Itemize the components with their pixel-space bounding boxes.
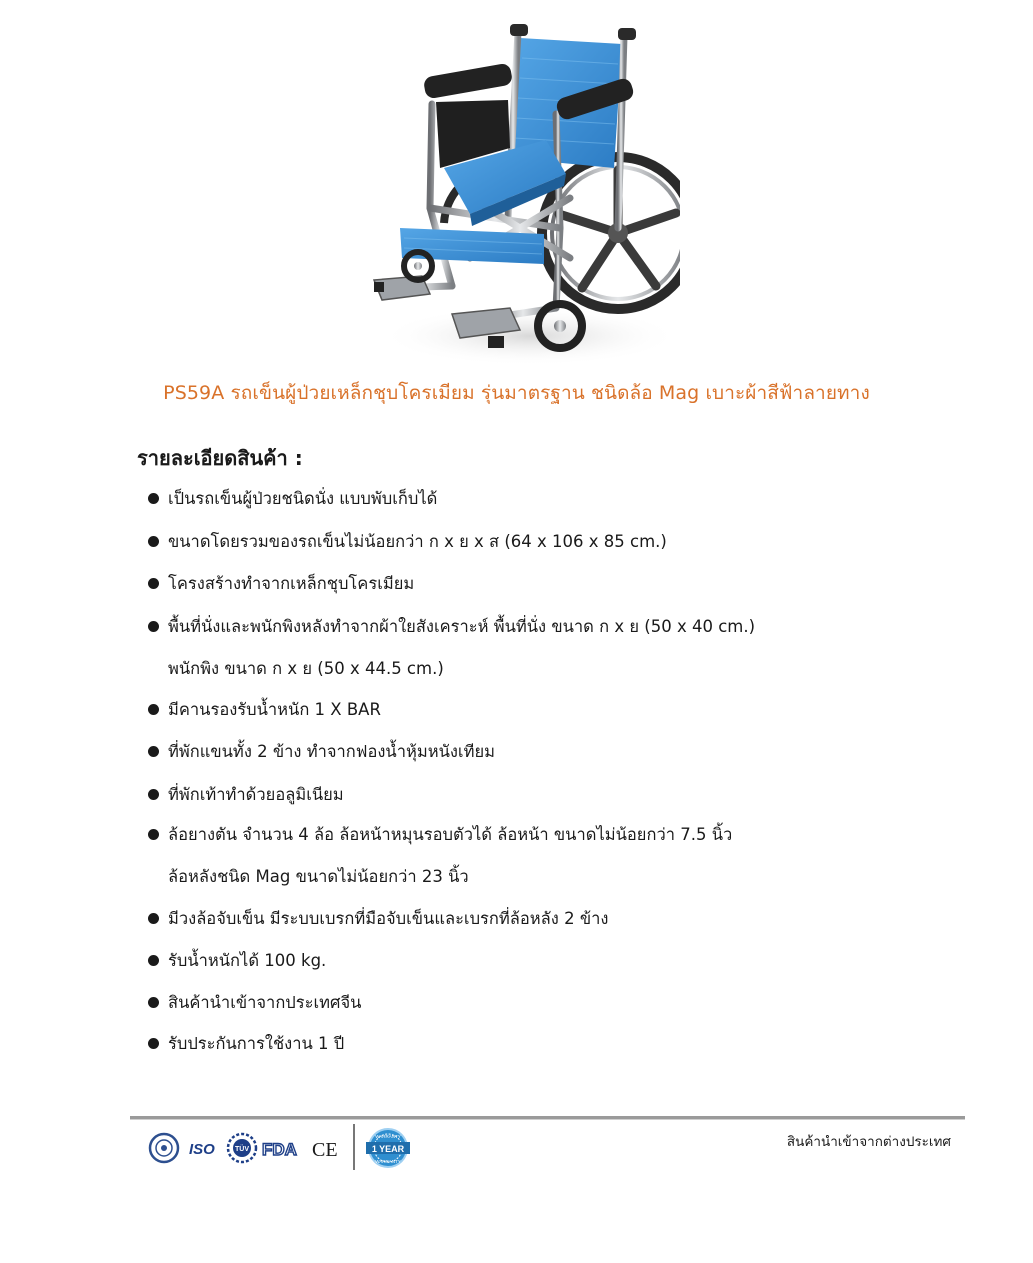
bullet-icon xyxy=(148,621,159,632)
footer-vertical-divider xyxy=(353,1124,355,1170)
tuv-text: TÜV xyxy=(235,1146,249,1153)
details-heading: รายละเอียดสินค้า : xyxy=(137,446,303,470)
spec-continuation: พนักพิง ขนาด ก x ย (50 x 44.5 cm.) xyxy=(168,659,444,678)
spec-text: ล้อยางตัน จำนวน 4 ล้อ ล้อหน้าหมุนรอบตัวได้ ล้อหน้า ขนาดไม่น้อยกว่า 7.5 นิ้ว xyxy=(168,825,733,844)
bullet-icon xyxy=(148,829,159,840)
warranty-bottom: WARRANTY xyxy=(375,1159,401,1164)
bullet-icon xyxy=(148,746,159,757)
bullet-icon xyxy=(148,955,159,966)
certification-logos xyxy=(148,1127,438,1169)
spec-text: ขนาดโดยรวมของรถเข็นไม่น้อยกว่า ก x ย x ส (64 x 106 x 85 cm.) xyxy=(168,532,667,551)
spec-text: รับประกันการใช้งาน 1 ปี xyxy=(168,1034,345,1053)
bullet-icon xyxy=(148,997,159,1008)
spec-text: โครงสร้างทำจากเหล็กชุบโครเมียม xyxy=(168,574,415,593)
fda-text: FDA xyxy=(262,1140,297,1159)
import-note: สินค้านำเข้าจากต่างประเทศ xyxy=(786,1134,951,1150)
spec-text: ที่พักแขนทั้ง 2 ข้าง ทำจากฟองน้ำหุ้มหนังเทียม xyxy=(168,742,495,761)
spec-text: พื้นที่นั่งและพนักพิงหลังทำจากผ้าใยสังเคราะห์ พื้นที่นั่ง ขนาด ก x ย (50 x 40 cm.) xyxy=(168,617,756,636)
bullet-icon xyxy=(148,578,159,589)
bullet-icon xyxy=(148,789,159,800)
bullet-icon xyxy=(148,1038,159,1049)
iso-logo-icon xyxy=(189,1141,215,1158)
product-title: PS59A รถเข็นผู้ป่วยเหล็กชุบโครเมียม รุ่นมาตรฐาน ชนิดล้อ Mag เบาะผ้าสีฟ้าลายทาง xyxy=(163,382,870,404)
spec-continuation: ล้อหลังชนิด Mag ขนาดไม่น้อยกว่า 23 นิ้ว xyxy=(168,867,469,886)
iso-text: ISO xyxy=(189,1141,215,1158)
tuv-logo-icon xyxy=(228,1134,256,1162)
bullet-icon xyxy=(148,913,159,924)
bullet-icon xyxy=(148,704,159,715)
spec-text: สินค้านำเข้าจากประเทศจีน xyxy=(168,993,362,1012)
spec-text: มีคานรองรับน้ำหนัก 1 X BAR xyxy=(168,700,381,719)
warranty-main: 1 YEAR xyxy=(371,1144,405,1154)
ce-mark-icon xyxy=(312,1139,338,1161)
fda-logo-icon xyxy=(262,1140,297,1159)
warranty-badge-icon xyxy=(366,1129,410,1167)
spec-text: รับน้ำหนักได้ 100 kg. xyxy=(168,951,327,970)
quality-seal-icon xyxy=(150,1134,178,1162)
spec-text: ที่พักเท้าทำด้วยอลูมิเนียม xyxy=(168,785,344,804)
bullet-icon xyxy=(148,493,159,504)
spec-text: เป็นรถเข็นผู้ป่วยชนิดนั่ง แบบพับเก็บได้ xyxy=(168,489,438,508)
wheelchair-photo xyxy=(360,18,680,370)
warranty-top: WARRANTY xyxy=(375,1134,401,1139)
ce-text: CE xyxy=(312,1139,338,1161)
footer-divider xyxy=(130,1116,965,1120)
spec-text: มีวงล้อจับเข็น มีระบบเบรกที่มือจับเข็นและเบรกที่ล้อหลัง 2 ข้าง xyxy=(168,909,609,928)
bullet-icon xyxy=(148,536,159,547)
